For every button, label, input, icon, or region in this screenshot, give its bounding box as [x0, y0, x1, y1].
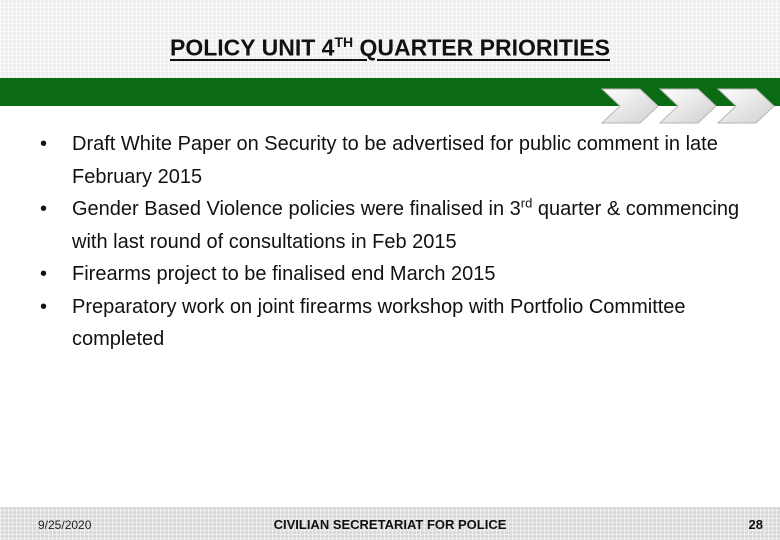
bullet-marker: •	[40, 295, 48, 318]
bullet-text: Draft White Paper on Security to be advertised for public comment in late February 2015	[72, 133, 718, 188]
page-number: 28	[748, 517, 763, 532]
bullet-item	[40, 258, 760, 291]
bullet-item	[40, 291, 760, 356]
chevron-right-icon	[718, 89, 774, 123]
bullet-text: Preparatory work on joint firearms workshop with Portfolio Committee completed	[72, 295, 686, 350]
slide-title: POLICY UNIT 4TH QUARTER PRIORITIES	[170, 34, 610, 61]
bullet-list-container	[40, 128, 760, 356]
bullet-text: Gender Based Violence policies were finalised in 3rd quarter & commencing with last round of consultations in Feb 2015	[72, 195, 740, 253]
bullet-list	[40, 128, 760, 356]
chevron-decoration	[600, 87, 780, 125]
bullet-item	[40, 193, 760, 258]
chevron-right-icon	[660, 89, 716, 123]
bullet-marker: •	[40, 198, 48, 220]
footer-date: 9/25/2020	[38, 518, 92, 532]
bullet-text: Firearms project to be finalised end March 2015	[72, 263, 496, 285]
footer-organisation: CIVILIAN SECRETARIAT FOR POLICE	[273, 517, 507, 532]
chevron-right-icon	[602, 89, 658, 123]
bullet-item	[40, 128, 760, 193]
bullet-marker: •	[40, 263, 48, 285]
bullet-marker: •	[40, 133, 48, 155]
